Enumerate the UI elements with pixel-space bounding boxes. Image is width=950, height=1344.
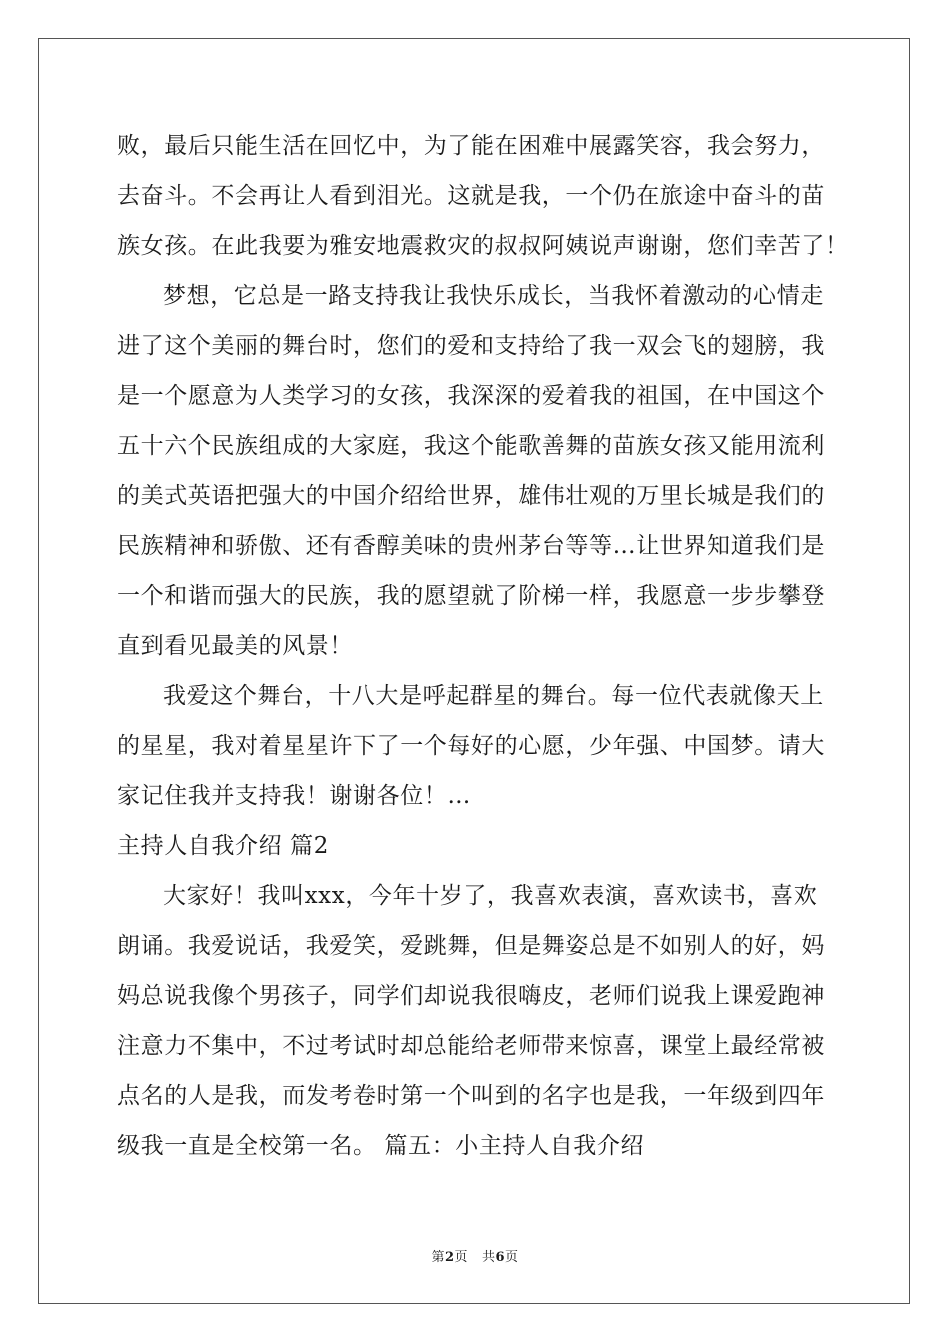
text-line: 朗诵。我爱说话，我爱笑，爱跳舞，但是舞姿总是不如别人的好，妈 xyxy=(117,933,825,959)
paragraph-start-line: 大家好！我叫xxx，今年十岁了，我喜欢表演，喜欢读书，喜欢 xyxy=(163,883,818,909)
paragraph-start-line: 梦想，它总是一路支持我让我快乐成长，当我怀着激动的心情走 xyxy=(163,283,824,309)
section-heading: 主持人自我介绍 篇2 xyxy=(117,833,329,859)
text-line: 五十六个民族组成的大家庭，我这个能歌善舞的苗族女孩又能用流利 xyxy=(117,433,825,459)
text-line: 去奋斗。不会再让人看到泪光。这就是我，一个仍在旅途中奋斗的苗 xyxy=(117,183,825,209)
total-pages: 6 xyxy=(495,1250,506,1265)
text-line: 点名的人是我，而发考卷时第一个叫到的名字也是我，一年级到四年 xyxy=(117,1083,825,1109)
text-line: 民族精神和骄傲、还有香醇美味的贵州茅台等等…让世界知道我们是 xyxy=(117,533,825,559)
page-footer xyxy=(0,1246,950,1265)
text-line: 的美式英语把强大的中国介绍给世界，雄伟壮观的万里长城是我们的 xyxy=(117,483,825,509)
text-line: 一个和谐而强大的民族，我的愿望就了阶梯一样，我愿意一步步攀登 xyxy=(117,583,825,609)
total-prefix: 共 xyxy=(481,1250,496,1265)
text-line: 进了这个美丽的舞台时，您们的爱和支持给了我一双会飞的翅膀，我 xyxy=(117,333,825,359)
text-line: 的星星，我对着星星许下了一个每好的心愿，少年强、中国梦。请大 xyxy=(117,733,825,759)
total-suffix: 页 xyxy=(505,1250,519,1265)
document-body xyxy=(117,121,849,1171)
text-line: 败，最后只能生活在回忆中，为了能在困难中展露笑容，我会努力， xyxy=(117,133,825,159)
text-line: 是一个愿意为人类学习的女孩，我深深的爱着我的祖国，在中国这个 xyxy=(117,383,825,409)
page-suffix: 页 xyxy=(454,1250,469,1265)
text-line: 直到看见最美的风景！ xyxy=(117,633,353,659)
page-prefix: 第 xyxy=(431,1250,445,1265)
paragraph-start-line: 我爱这个舞台，十八大是呼起群星的舞台。每一位代表就像天上 xyxy=(163,683,824,709)
text-line: 妈总说我像个男孩子，同学们却说我很嗨皮，老师们说我上课爱跑神 xyxy=(117,983,825,1009)
text-line: 注意力不集中，不过考试时却总能给老师带来惊喜，课堂上最经常被 xyxy=(117,1033,825,1059)
text-line: 族女孩。在此我要为雅安地震救灾的叔叔阿姨说声谢谢，您们幸苦了！ xyxy=(117,233,849,259)
page-number: 2 xyxy=(444,1250,455,1265)
text-line: 家记住我并支持我！谢谢各位！… xyxy=(117,783,471,809)
text-line: 级我一直是全校第一名。 篇五：小主持人自我介绍 xyxy=(117,1133,645,1159)
